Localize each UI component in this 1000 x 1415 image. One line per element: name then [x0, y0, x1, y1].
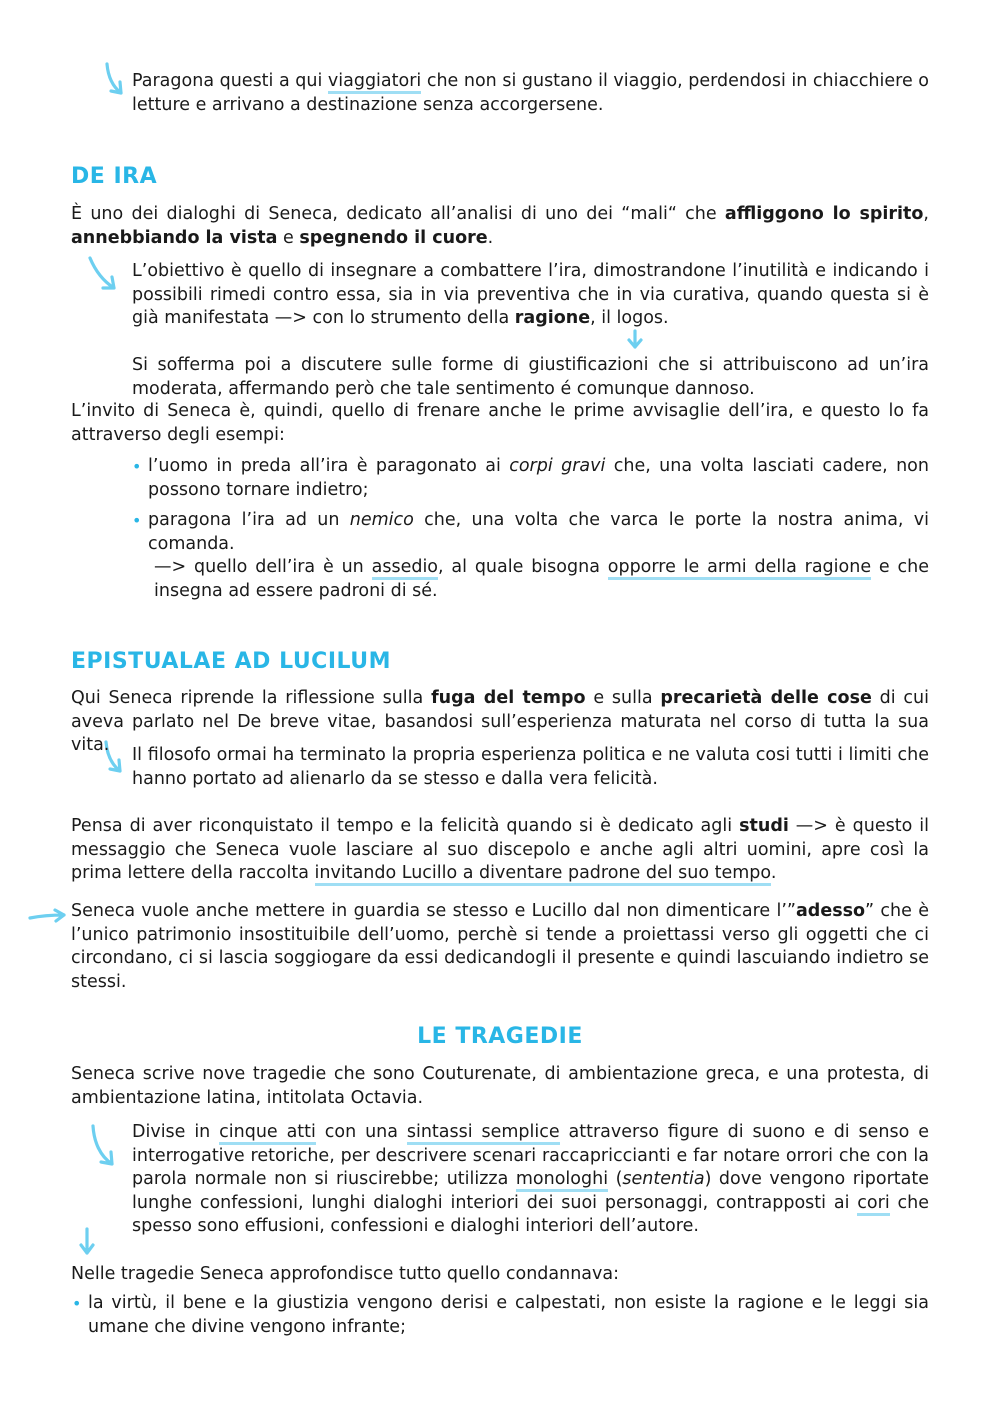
- de-ira-paragraph-1: È uno dei dialoghi di Seneca, dedicato all’analisi di uno dei “mali“ che affliggono lo spirito, annebbiando la vista e spegnendo il cuore.: [71, 204, 929, 248]
- down-arrow-icon: [77, 1228, 97, 1256]
- epistulae-paragraph-3: Pensa di aver riconquistato il tempo e la felicità quando si è dedicato agli studi —> è questo il messaggio che Seneca vuole lasciare al suo discepolo e anche agli altri uomini, apre così la prima lettere della raccolta invitando Lucillo a diventare padrone del suo tempo.: [71, 815, 929, 886]
- de-ira-paragraph-2: L’obiettivo è quello di insegnare a combattere l’ira, dimostrandone l’inutilità e indicando i possibili rimedi contro essa, sia in via preventiva che in via curativa, quando questa si è già manifestata —> con lo strumento della ragione, il logos.: [132, 261, 929, 328]
- right-arrow-icon: [28, 906, 68, 924]
- down-arrow-icon: [626, 330, 644, 350]
- de-ira-bullet-2-note: —> quello dell’ira è un assedio, al quale bisogna opporre le armi della ragione e che insegna ad essere padroni di sé.: [154, 557, 929, 601]
- de-ira-paragraph-3: Si sofferma poi a discutere sulle forme di giustificazioni che si attribuiscono ad un’ira moderata, affermando però che tale sentimento é comunque dannoso.: [132, 355, 929, 399]
- epistulae-paragraph-2: Il filosofo ormai ha terminato la propria esperienza politica e ne valuta cosi tutti i limiti che hanno portato ad alienarlo da se stesso e dalla vera felicità.: [132, 745, 929, 789]
- de-ira-bullet-2: • paragona l’ira ad un nemico che, una volta che varca le porte la nostra anima, vi comanda.: [132, 510, 929, 554]
- epistulae-paragraph-4: Seneca vuole anche mettere in guardia se stesso e Lucillo dal non dimenticare l’”adesso” che è l’unico patrimonio insostituibile dell’uomo, perchè si tende a proiettassi verso gli oggetti che ci circondano, ci si lascia soggiogare da essi dedicandogli il presente e quindi lascuiando indietro se stessi.: [71, 901, 929, 992]
- tragedie-paragraph-1: Seneca scrive nove tragedie che sono Couturenate, di ambientazione greca, e una protesta, di ambientazione latina, intitolata Octavia.: [71, 1064, 929, 1108]
- section-heading-tragedie: LE TRAGEDIE: [417, 1024, 583, 1049]
- curved-arrow-icon: [104, 62, 128, 96]
- epistulae-paragraph-1: Qui Seneca riprende la riflessione sulla fuga del tempo e sulla precarietà delle cose di cui aveva parlato nel De breve vitae, basandosi sull’esperienza maturata nel corso di tutta la sua vita.: [71, 688, 929, 755]
- curved-arrow-icon: [87, 256, 119, 292]
- tragedie-paragraph-2: Divise in cinque atti con una sintassi semplice attraverso figure di suono e di senso e interrogative retoriche, per descrivere scenari raccapriccianti e far notare orrori che con la parola normale non si riuscirebbe; utilizza monologhi (sententia) dove vengono riportate lunghe confessioni, lunghi dialoghi interiori dei suoi personaggi, contrapposti ai cori che spesso sono effusioni, confessioni e dialoghi interiori dell’autore.: [132, 1122, 930, 1236]
- curved-arrow-icon: [90, 1124, 118, 1168]
- bullet-icon: •: [72, 1294, 82, 1313]
- de-ira-bullet-1: • l’uomo in preda all’ira è paragonato ai corpi gravi che, una volta lasciati cadere, non possono tornare indietro;: [132, 456, 929, 500]
- tragedie-paragraph-3: Nelle tragedie Seneca approfondisce tutto quello condannava:: [71, 1264, 620, 1284]
- section-heading-de-ira: DE IRA: [71, 164, 158, 189]
- de-ira-paragraph-4: L’invito di Seneca è, quindi, quello di frenare anche le prime avvisaglie dell’ira, e questo lo fa attraverso degli esempi:: [71, 401, 929, 445]
- section-heading-epistulae: EPISTUALAE AD LUCILUM: [71, 649, 392, 674]
- tragedie-bullet-1: • la virtù, il bene e la giustizia vengono derisi e calpestati, non esiste la ragione e le leggi sia umane che divine vengono infrante;: [72, 1293, 929, 1337]
- bullet-icon: •: [132, 457, 142, 476]
- bullet-icon: •: [132, 511, 142, 530]
- intro-paragraph: Paragona questi a qui viaggiatori che non si gustano il viaggio, perdendosi in chiacchiere o letture e arrivano a destinazione senza accorgersene.: [132, 71, 929, 115]
